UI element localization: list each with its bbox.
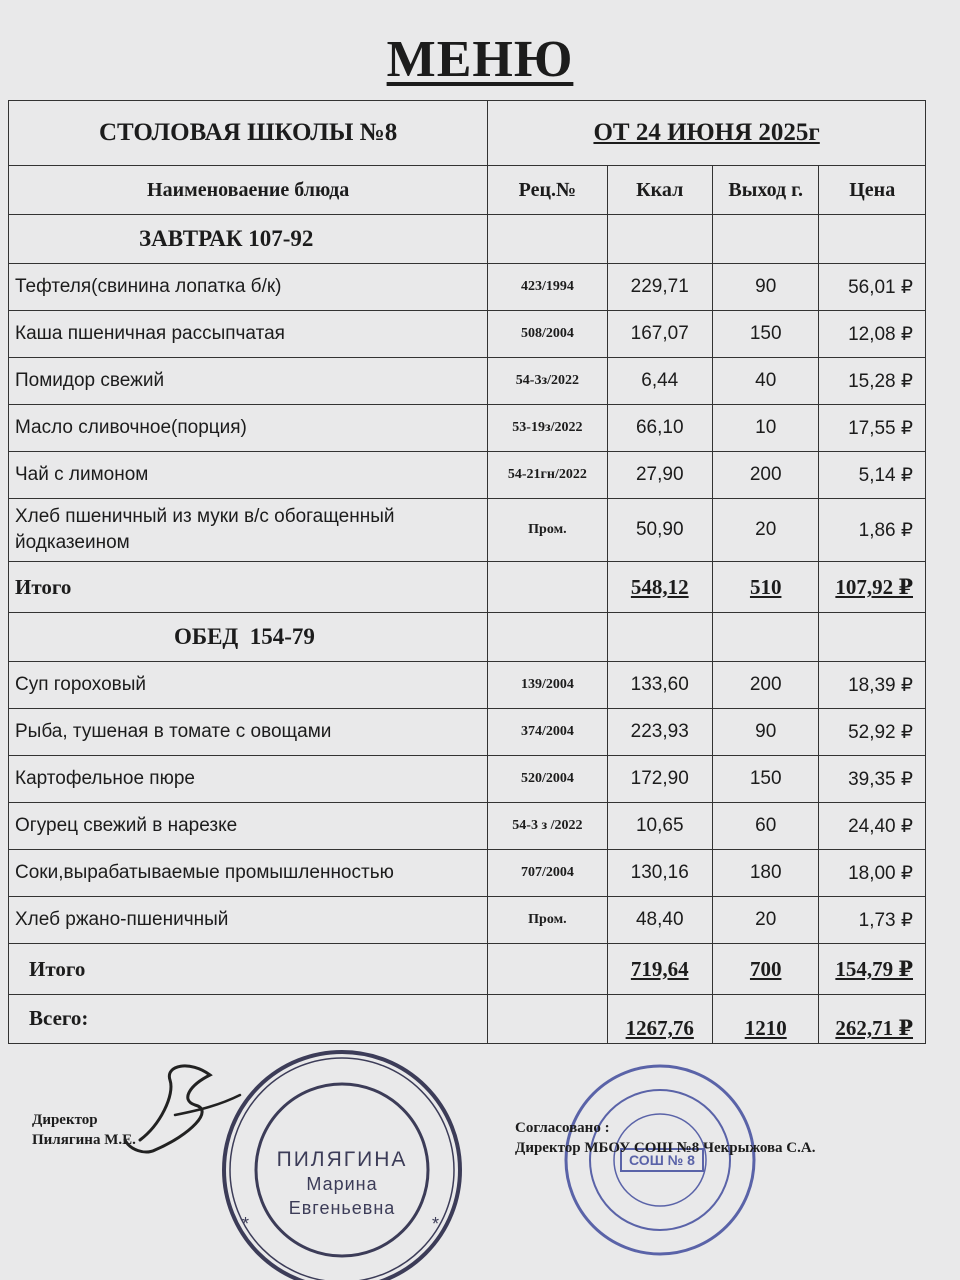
dish-price: 1,73 ₽ [819, 897, 926, 944]
column-header-kcal: Ккал [607, 166, 712, 215]
page-title [0, 30, 960, 89]
table-row [9, 662, 926, 709]
dish-output: 40 [712, 358, 819, 405]
grand-total-kcal: 1267,76 [607, 995, 712, 1044]
dish-name: Соки,вырабатываемые промышленностью [9, 850, 488, 897]
svg-text:*: * [242, 1214, 250, 1234]
table-row [9, 897, 926, 944]
grand-total-row [9, 995, 926, 1044]
dish-output: 20 [712, 897, 819, 944]
dish-price: 17,55 ₽ [819, 405, 926, 452]
dish-kcal: 6,44 [607, 358, 712, 405]
total-output: 510 [712, 562, 819, 613]
dish-kcal: 172,90 [607, 756, 712, 803]
dish-output: 200 [712, 452, 819, 499]
table-row [9, 803, 926, 850]
dish-output: 150 [712, 311, 819, 358]
recipe-number: 53-19з/2022 [488, 405, 607, 452]
recipe-number: 374/2004 [488, 709, 607, 756]
stamp-patronymic: Евгеньевна [288, 1198, 396, 1218]
dish-name: Картофельное пюре [9, 756, 488, 803]
column-header-recipe: Рец.№ [488, 166, 607, 215]
total-kcal: 548,12 [607, 562, 712, 613]
dish-kcal: 223,93 [607, 709, 712, 756]
dish-name: Чай с лимоном [9, 452, 488, 499]
dish-price: 24,40 ₽ [819, 803, 926, 850]
header-row [9, 101, 926, 166]
dish-price: 18,39 ₽ [819, 662, 926, 709]
lunch-section-row [9, 613, 926, 662]
recipe-number: 54-21гн/2022 [488, 452, 607, 499]
svg-text:*: * [432, 1214, 440, 1234]
recipe-number: 423/1994 [488, 264, 607, 311]
dish-price: 12,08 ₽ [819, 311, 926, 358]
recipe-number: 54-3 з /2022 [488, 803, 607, 850]
breakfast-total-row [9, 562, 926, 613]
grand-total-label: Всего: [9, 995, 488, 1044]
total-label: Итого [9, 562, 488, 613]
dish-name: Каша пшеничная рассыпчатая [9, 311, 488, 358]
recipe-number: 520/2004 [488, 756, 607, 803]
dish-kcal: 48,40 [607, 897, 712, 944]
grand-total-price: 262,71 ₽ [819, 995, 926, 1044]
table-row [9, 405, 926, 452]
dish-name: Масло сливочное(порция) [9, 405, 488, 452]
lunch-title: ОБЕД 154-79 [9, 613, 488, 662]
dish-price: 15,28 ₽ [819, 358, 926, 405]
director-role: Директор [32, 1112, 98, 1128]
director-name: Пилягина М.Е. [32, 1132, 136, 1148]
dish-price: 39,35 ₽ [819, 756, 926, 803]
breakfast-title: ЗАВТРАК 107-92 [9, 215, 488, 264]
table-row [9, 709, 926, 756]
recipe-number: 139/2004 [488, 662, 607, 709]
school-seal-label: СОШ № 8 [620, 1148, 704, 1172]
dish-output: 60 [712, 803, 819, 850]
stamp-surname: ПИЛЯГИНА [276, 1148, 408, 1171]
dish-kcal: 167,07 [607, 311, 712, 358]
dish-price: 1,86 ₽ [819, 499, 926, 562]
dish-kcal: 66,10 [607, 405, 712, 452]
agreed-by: Директор МБОУ СОШ №8 Чекрыжова С.А. [515, 1140, 816, 1156]
canteen-name: СТОЛОВАЯ ШКОЛЫ №8 [9, 101, 488, 166]
stamp-name [262, 1148, 422, 1220]
lunch-total-row [9, 944, 926, 995]
table-row [9, 850, 926, 897]
agreed-label: Согласовано : [515, 1120, 610, 1136]
dish-output: 90 [712, 264, 819, 311]
grand-total-output: 1210 [712, 995, 819, 1044]
dish-kcal: 27,90 [607, 452, 712, 499]
recipe-number: Пром. [488, 897, 607, 944]
dish-name: Рыба, тушеная в томате с овощами [9, 709, 488, 756]
stamp-first-name: Марина [306, 1174, 378, 1194]
agreed-signature-block [515, 1118, 815, 1158]
dish-kcal: 10,65 [607, 803, 712, 850]
column-header-price: Цена [819, 166, 926, 215]
dish-output: 20 [712, 499, 819, 562]
total-kcal: 719,64 [607, 944, 712, 995]
column-header-output: Выход г. [712, 166, 819, 215]
total-output: 700 [712, 944, 819, 995]
dish-price: 52,92 ₽ [819, 709, 926, 756]
dish-output: 180 [712, 850, 819, 897]
table-row [9, 311, 926, 358]
dish-price: 18,00 ₽ [819, 850, 926, 897]
dish-output: 90 [712, 709, 819, 756]
table-row [9, 499, 926, 562]
dish-output: 150 [712, 756, 819, 803]
total-price: 107,92 ₽ [819, 562, 926, 613]
dish-price: 5,14 ₽ [819, 452, 926, 499]
dish-name: Тефтеля(свинина лопатка б/к) [9, 264, 488, 311]
dish-kcal: 133,60 [607, 662, 712, 709]
dish-name: Помидор свежий [9, 358, 488, 405]
dish-kcal: 50,90 [607, 499, 712, 562]
dish-output: 200 [712, 662, 819, 709]
recipe-number: Пром. [488, 499, 607, 562]
dish-kcal: 229,71 [607, 264, 712, 311]
total-label: Итого [9, 944, 488, 995]
menu-table [8, 100, 926, 1044]
table-row [9, 264, 926, 311]
table-row [9, 756, 926, 803]
recipe-number: 707/2004 [488, 850, 607, 897]
dish-output: 10 [712, 405, 819, 452]
breakfast-section-row [9, 215, 926, 264]
recipe-number: 54-3з/2022 [488, 358, 607, 405]
dish-name: Хлеб ржано-пшеничный [9, 897, 488, 944]
table-row [9, 358, 926, 405]
recipe-number: 508/2004 [488, 311, 607, 358]
dish-kcal: 130,16 [607, 850, 712, 897]
page-title-text: МЕНЮ [386, 31, 574, 88]
dish-name: Суп гороховый [9, 662, 488, 709]
total-price: 154,79 ₽ [819, 944, 926, 995]
dish-name: Хлеб пшеничный из муки в/с обогащенный йодказеином [9, 499, 488, 562]
menu-date: ОТ 24 ИЮНЯ 2025г [488, 101, 926, 166]
dish-name: Огурец свежий в нарезке [9, 803, 488, 850]
column-header-name: Наименоваение блюда [9, 166, 488, 215]
table-row [9, 452, 926, 499]
column-header-row [9, 166, 926, 215]
dish-price: 56,01 ₽ [819, 264, 926, 311]
